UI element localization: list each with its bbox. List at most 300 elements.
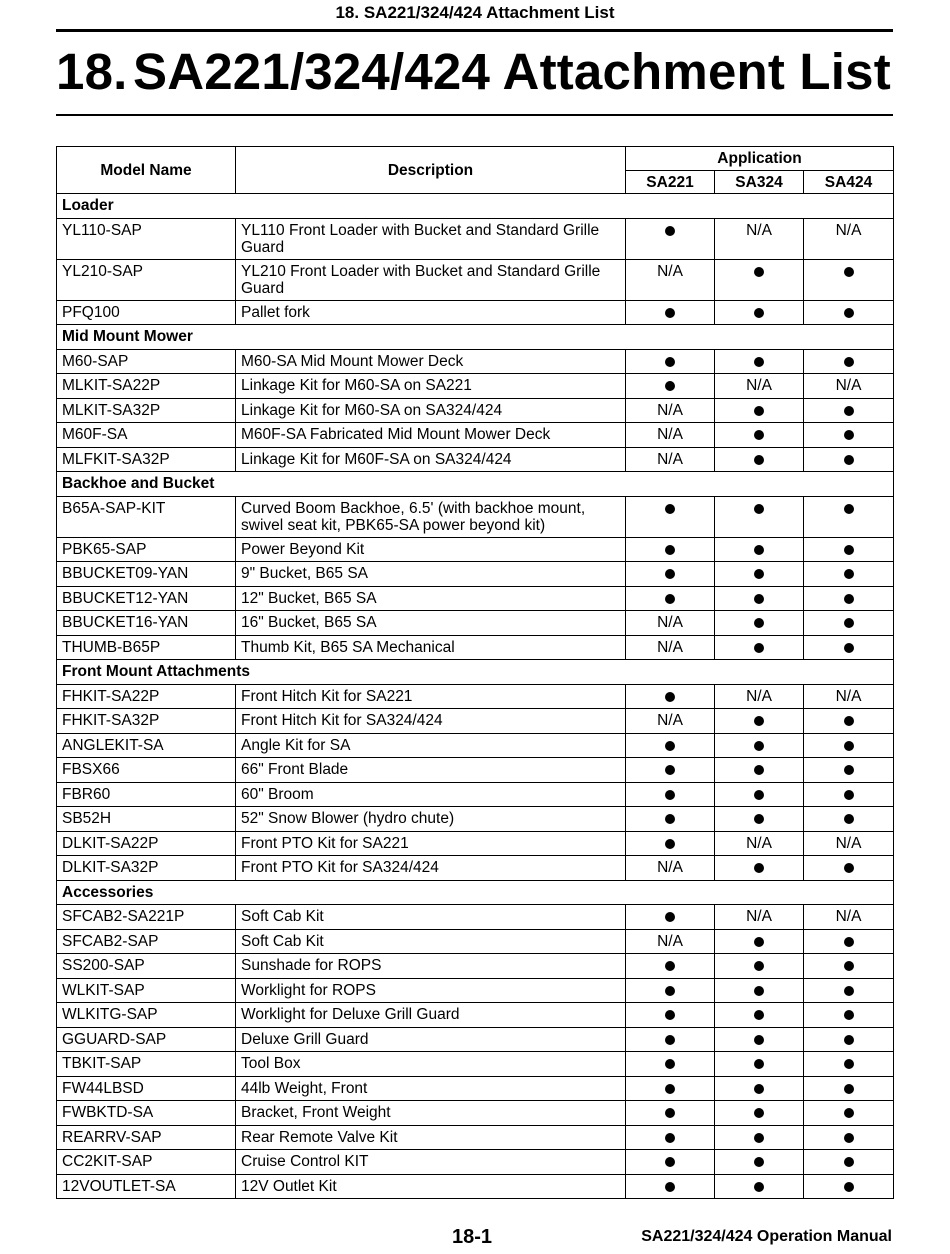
model-name-cell: TBKIT-SAP xyxy=(57,1052,236,1077)
applicable-dot-icon xyxy=(844,1084,854,1094)
applicable-dot-icon xyxy=(665,226,675,236)
applicable-dot-icon xyxy=(665,692,675,702)
applicable-dot-icon xyxy=(754,1084,764,1094)
table-row xyxy=(57,300,894,325)
table-row xyxy=(57,978,894,1003)
application-cell-sa324 xyxy=(715,1052,804,1077)
application-cell-sa324 xyxy=(715,1027,804,1052)
model-name-cell: FHKIT-SA32P xyxy=(57,709,236,734)
description-cell: 52" Snow Blower (hydro chute) xyxy=(236,807,626,832)
application-cell-sa221 xyxy=(626,1125,715,1150)
application-cell-sa221 xyxy=(626,684,715,709)
applicable-dot-icon xyxy=(844,1182,854,1192)
applicable-dot-icon xyxy=(754,594,764,604)
application-cell-sa324 xyxy=(715,758,804,783)
description-cell: YL110 Front Loader with Bucket and Standard Grille Guard xyxy=(236,218,626,259)
applicable-dot-icon xyxy=(665,545,675,555)
applicable-dot-icon xyxy=(665,308,675,318)
table-row xyxy=(57,929,894,954)
applicable-dot-icon xyxy=(844,430,854,440)
application-cell-sa221 xyxy=(626,954,715,979)
section-row xyxy=(57,325,894,350)
title-rule xyxy=(56,114,893,116)
model-name-cell: FW44LBSD xyxy=(57,1076,236,1101)
model-name-cell: FHKIT-SA22P xyxy=(57,684,236,709)
application-cell-sa221: N/A xyxy=(626,398,715,423)
application-cell-sa324 xyxy=(715,1125,804,1150)
applicable-dot-icon xyxy=(844,1133,854,1143)
page-number: 18-1 xyxy=(452,1226,493,1248)
application-cell-sa324 xyxy=(715,1150,804,1175)
applicable-dot-icon xyxy=(844,455,854,465)
table-row xyxy=(57,1052,894,1077)
model-name-cell: YL110-SAP xyxy=(57,218,236,259)
applicable-dot-icon xyxy=(844,406,854,416)
col-header-description: Description xyxy=(236,147,626,194)
application-cell-sa324 xyxy=(715,1101,804,1126)
col-header-model: Model Name xyxy=(57,147,236,194)
application-cell-sa424 xyxy=(804,349,894,374)
application-cell-sa424 xyxy=(804,1052,894,1077)
applicable-dot-icon xyxy=(844,643,854,653)
applicable-dot-icon xyxy=(844,986,854,996)
applicable-dot-icon xyxy=(754,643,764,653)
table-row xyxy=(57,831,894,856)
applicable-dot-icon xyxy=(754,765,764,775)
section-number: 18. xyxy=(56,43,128,100)
applicable-dot-icon xyxy=(844,545,854,555)
application-cell-sa424 xyxy=(804,1101,894,1126)
applicable-dot-icon xyxy=(754,267,764,277)
model-name-cell: SB52H xyxy=(57,807,236,832)
applicable-dot-icon xyxy=(754,545,764,555)
description-cell: Linkage Kit for M60F-SA on SA324/424 xyxy=(236,447,626,472)
section-heading: Mid Mount Mower xyxy=(57,325,894,350)
application-cell-sa221 xyxy=(626,537,715,562)
section-heading: Front Mount Attachments xyxy=(57,660,894,685)
model-name-cell: PBK65-SAP xyxy=(57,537,236,562)
header-rule xyxy=(56,29,893,32)
applicable-dot-icon xyxy=(844,1035,854,1045)
applicable-dot-icon xyxy=(665,839,675,849)
description-cell: Front PTO Kit for SA221 xyxy=(236,831,626,856)
application-cell-sa424: N/A xyxy=(804,831,894,856)
description-cell: Rear Remote Valve Kit xyxy=(236,1125,626,1150)
table-row xyxy=(57,586,894,611)
applicable-dot-icon xyxy=(844,741,854,751)
application-cell-sa324: N/A xyxy=(715,218,804,259)
application-cell-sa424 xyxy=(804,1027,894,1052)
applicable-dot-icon xyxy=(665,765,675,775)
applicable-dot-icon xyxy=(665,381,675,391)
application-cell-sa424 xyxy=(804,259,894,300)
application-cell-sa324 xyxy=(715,635,804,660)
applicable-dot-icon xyxy=(754,1059,764,1069)
col-header-application: Application xyxy=(626,147,894,171)
model-name-cell: BBUCKET12-YAN xyxy=(57,586,236,611)
applicable-dot-icon xyxy=(844,716,854,726)
application-cell-sa424 xyxy=(804,1174,894,1199)
table-row xyxy=(57,954,894,979)
applicable-dot-icon xyxy=(754,569,764,579)
applicable-dot-icon xyxy=(844,863,854,873)
application-cell-sa424: N/A xyxy=(804,218,894,259)
application-cell-sa324 xyxy=(715,1076,804,1101)
applicable-dot-icon xyxy=(665,504,675,514)
model-name-cell: DLKIT-SA32P xyxy=(57,856,236,881)
table-row xyxy=(57,684,894,709)
section-title: SA221/324/424 Attachment List xyxy=(133,43,891,100)
table-row xyxy=(57,709,894,734)
application-cell-sa424 xyxy=(804,447,894,472)
applicable-dot-icon xyxy=(844,504,854,514)
model-name-cell: CC2KIT-SAP xyxy=(57,1150,236,1175)
description-cell: Pallet fork xyxy=(236,300,626,325)
application-cell-sa324 xyxy=(715,537,804,562)
application-cell-sa424 xyxy=(804,807,894,832)
description-cell: 66" Front Blade xyxy=(236,758,626,783)
section-row xyxy=(57,194,894,219)
application-cell-sa324 xyxy=(715,447,804,472)
col-header-sa324: SA324 xyxy=(715,171,804,194)
applicable-dot-icon xyxy=(754,986,764,996)
table-row xyxy=(57,1003,894,1028)
application-cell-sa221 xyxy=(626,733,715,758)
applicable-dot-icon xyxy=(754,357,764,367)
application-cell-sa221 xyxy=(626,978,715,1003)
applicable-dot-icon xyxy=(754,1108,764,1118)
section-row xyxy=(57,660,894,685)
applicable-dot-icon xyxy=(754,961,764,971)
applicable-dot-icon xyxy=(665,961,675,971)
application-cell-sa221 xyxy=(626,1003,715,1028)
application-cell-sa324 xyxy=(715,733,804,758)
applicable-dot-icon xyxy=(754,618,764,628)
page-title xyxy=(56,42,891,102)
application-cell-sa324 xyxy=(715,782,804,807)
applicable-dot-icon xyxy=(665,1157,675,1167)
application-cell-sa324 xyxy=(715,496,804,537)
description-cell: Curved Boom Backhoe, 6.5' (with backhoe mount, swivel seat kit, PBK65-SA power beyond kit) xyxy=(236,496,626,537)
application-cell-sa324 xyxy=(715,709,804,734)
application-cell-sa324 xyxy=(715,1174,804,1199)
table-row xyxy=(57,496,894,537)
applicable-dot-icon xyxy=(844,961,854,971)
application-cell-sa324: N/A xyxy=(715,684,804,709)
applicable-dot-icon xyxy=(754,1157,764,1167)
model-name-cell: PFQ100 xyxy=(57,300,236,325)
application-cell-sa424 xyxy=(804,1150,894,1175)
table-row xyxy=(57,758,894,783)
application-cell-sa424 xyxy=(804,1003,894,1028)
application-cell-sa424 xyxy=(804,537,894,562)
application-cell-sa221 xyxy=(626,1174,715,1199)
description-cell: Bracket, Front Weight xyxy=(236,1101,626,1126)
applicable-dot-icon xyxy=(844,308,854,318)
applicable-dot-icon xyxy=(754,455,764,465)
model-name-cell: REARRV-SAP xyxy=(57,1125,236,1150)
applicable-dot-icon xyxy=(754,1133,764,1143)
model-name-cell: FBSX66 xyxy=(57,758,236,783)
application-cell-sa221: N/A xyxy=(626,635,715,660)
applicable-dot-icon xyxy=(754,863,764,873)
model-name-cell: FWBKTD-SA xyxy=(57,1101,236,1126)
application-cell-sa324 xyxy=(715,349,804,374)
model-name-cell: GGUARD-SAP xyxy=(57,1027,236,1052)
applicable-dot-icon xyxy=(844,1059,854,1069)
applicable-dot-icon xyxy=(844,267,854,277)
description-cell: Angle Kit for SA xyxy=(236,733,626,758)
model-name-cell: 12VOUTLET-SA xyxy=(57,1174,236,1199)
table-row xyxy=(57,905,894,930)
section-heading: Loader xyxy=(57,194,894,219)
model-name-cell: BBUCKET16-YAN xyxy=(57,611,236,636)
section-row xyxy=(57,880,894,905)
applicable-dot-icon xyxy=(665,1059,675,1069)
description-cell: Worklight for Deluxe Grill Guard xyxy=(236,1003,626,1028)
application-cell-sa221 xyxy=(626,758,715,783)
table-row xyxy=(57,1027,894,1052)
application-cell-sa324 xyxy=(715,856,804,881)
application-cell-sa424 xyxy=(804,586,894,611)
description-cell: Sunshade for ROPS xyxy=(236,954,626,979)
applicable-dot-icon xyxy=(665,357,675,367)
table-row xyxy=(57,349,894,374)
application-cell-sa324: N/A xyxy=(715,374,804,399)
application-cell-sa221 xyxy=(626,831,715,856)
applicable-dot-icon xyxy=(754,790,764,800)
applicable-dot-icon xyxy=(754,504,764,514)
application-cell-sa221: N/A xyxy=(626,709,715,734)
applicable-dot-icon xyxy=(754,937,764,947)
table-row xyxy=(57,611,894,636)
description-cell: Front PTO Kit for SA324/424 xyxy=(236,856,626,881)
table-row xyxy=(57,733,894,758)
application-cell-sa424: N/A xyxy=(804,905,894,930)
model-name-cell: ANGLEKIT-SA xyxy=(57,733,236,758)
application-cell-sa424 xyxy=(804,856,894,881)
applicable-dot-icon xyxy=(844,814,854,824)
application-cell-sa424 xyxy=(804,709,894,734)
application-cell-sa324 xyxy=(715,807,804,832)
model-name-cell: MLKIT-SA22P xyxy=(57,374,236,399)
table-row xyxy=(57,374,894,399)
application-cell-sa424 xyxy=(804,733,894,758)
model-name-cell: B65A-SAP-KIT xyxy=(57,496,236,537)
table-row xyxy=(57,1076,894,1101)
running-header: 18. SA221/324/424 Attachment List xyxy=(335,3,615,22)
description-cell: Worklight for ROPS xyxy=(236,978,626,1003)
application-cell-sa221 xyxy=(626,782,715,807)
application-cell-sa221 xyxy=(626,496,715,537)
model-name-cell: MLFKIT-SA32P xyxy=(57,447,236,472)
application-cell-sa221 xyxy=(626,374,715,399)
application-cell-sa324 xyxy=(715,586,804,611)
application-cell-sa221 xyxy=(626,218,715,259)
description-cell: Linkage Kit for M60-SA on SA221 xyxy=(236,374,626,399)
applicable-dot-icon xyxy=(665,1084,675,1094)
applicable-dot-icon xyxy=(665,1010,675,1020)
table-row xyxy=(57,259,894,300)
application-cell-sa221: N/A xyxy=(626,856,715,881)
model-name-cell: MLKIT-SA32P xyxy=(57,398,236,423)
model-name-cell: THUMB-B65P xyxy=(57,635,236,660)
description-cell: 16" Bucket, B65 SA xyxy=(236,611,626,636)
model-name-cell: M60-SAP xyxy=(57,349,236,374)
model-name-cell: BBUCKET09-YAN xyxy=(57,562,236,587)
applicable-dot-icon xyxy=(844,937,854,947)
model-name-cell: FBR60 xyxy=(57,782,236,807)
application-cell-sa424 xyxy=(804,954,894,979)
table-row xyxy=(57,635,894,660)
table-row xyxy=(57,782,894,807)
application-cell-sa324 xyxy=(715,300,804,325)
applicable-dot-icon xyxy=(665,1108,675,1118)
model-name-cell: WLKIT-SAP xyxy=(57,978,236,1003)
model-name-cell: WLKITG-SAP xyxy=(57,1003,236,1028)
description-cell: Linkage Kit for M60-SA on SA324/424 xyxy=(236,398,626,423)
table-row xyxy=(57,537,894,562)
description-cell: Thumb Kit, B65 SA Mechanical xyxy=(236,635,626,660)
application-cell-sa221: N/A xyxy=(626,611,715,636)
applicable-dot-icon xyxy=(665,986,675,996)
applicable-dot-icon xyxy=(844,594,854,604)
applicable-dot-icon xyxy=(754,716,764,726)
description-cell: Soft Cab Kit xyxy=(236,905,626,930)
application-cell-sa221 xyxy=(626,1052,715,1077)
table-row xyxy=(57,562,894,587)
applicable-dot-icon xyxy=(665,814,675,824)
table-row xyxy=(57,807,894,832)
application-cell-sa324: N/A xyxy=(715,905,804,930)
application-cell-sa221 xyxy=(626,1027,715,1052)
applicable-dot-icon xyxy=(665,912,675,922)
application-cell-sa424 xyxy=(804,1125,894,1150)
applicable-dot-icon xyxy=(665,1182,675,1192)
table-row xyxy=(57,218,894,259)
description-cell: YL210 Front Loader with Bucket and Standard Grille Guard xyxy=(236,259,626,300)
application-cell-sa424 xyxy=(804,496,894,537)
application-cell-sa221 xyxy=(626,1150,715,1175)
application-cell-sa424 xyxy=(804,978,894,1003)
application-cell-sa221 xyxy=(626,1101,715,1126)
table-body xyxy=(57,194,894,1199)
applicable-dot-icon xyxy=(844,790,854,800)
description-cell: M60-SA Mid Mount Mower Deck xyxy=(236,349,626,374)
applicable-dot-icon xyxy=(754,741,764,751)
section-row xyxy=(57,472,894,497)
application-cell-sa221 xyxy=(626,807,715,832)
table-row xyxy=(57,423,894,448)
applicable-dot-icon xyxy=(754,1182,764,1192)
applicable-dot-icon xyxy=(665,741,675,751)
manual-title: SA221/324/424 Operation Manual xyxy=(641,1228,892,1245)
applicable-dot-icon xyxy=(665,1035,675,1045)
col-header-sa424: SA424 xyxy=(804,171,894,194)
application-cell-sa221 xyxy=(626,1076,715,1101)
application-cell-sa424 xyxy=(804,1076,894,1101)
table-row xyxy=(57,1174,894,1199)
application-cell-sa424 xyxy=(804,562,894,587)
col-header-sa221: SA221 xyxy=(626,171,715,194)
applicable-dot-icon xyxy=(754,406,764,416)
application-cell-sa324 xyxy=(715,423,804,448)
model-name-cell: SFCAB2-SA221P xyxy=(57,905,236,930)
application-cell-sa324 xyxy=(715,978,804,1003)
table-row xyxy=(57,856,894,881)
description-cell: Power Beyond Kit xyxy=(236,537,626,562)
application-cell-sa221 xyxy=(626,586,715,611)
model-name-cell: DLKIT-SA22P xyxy=(57,831,236,856)
application-cell-sa221 xyxy=(626,349,715,374)
table-row xyxy=(57,1101,894,1126)
application-cell-sa424 xyxy=(804,423,894,448)
applicable-dot-icon xyxy=(665,1133,675,1143)
section-heading: Accessories xyxy=(57,880,894,905)
description-cell: 60" Broom xyxy=(236,782,626,807)
description-cell: Soft Cab Kit xyxy=(236,929,626,954)
applicable-dot-icon xyxy=(754,308,764,318)
description-cell: 12" Bucket, B65 SA xyxy=(236,586,626,611)
application-cell-sa424 xyxy=(804,929,894,954)
description-cell: Tool Box xyxy=(236,1052,626,1077)
application-cell-sa324 xyxy=(715,259,804,300)
description-cell: 12V Outlet Kit xyxy=(236,1174,626,1199)
application-cell-sa424 xyxy=(804,398,894,423)
application-cell-sa221: N/A xyxy=(626,447,715,472)
application-cell-sa324 xyxy=(715,562,804,587)
applicable-dot-icon xyxy=(844,569,854,579)
description-cell: Front Hitch Kit for SA324/424 xyxy=(236,709,626,734)
applicable-dot-icon xyxy=(844,1157,854,1167)
application-cell-sa324 xyxy=(715,398,804,423)
table-row xyxy=(57,447,894,472)
application-cell-sa221: N/A xyxy=(626,259,715,300)
model-name-cell: SS200-SAP xyxy=(57,954,236,979)
description-cell: Deluxe Grill Guard xyxy=(236,1027,626,1052)
table-row xyxy=(57,398,894,423)
model-name-cell: SFCAB2-SAP xyxy=(57,929,236,954)
applicable-dot-icon xyxy=(665,569,675,579)
attachment-table xyxy=(56,146,894,1199)
description-cell: M60F-SA Fabricated Mid Mount Mower Deck xyxy=(236,423,626,448)
description-cell: 44lb Weight, Front xyxy=(236,1076,626,1101)
description-cell: Front Hitch Kit for SA221 xyxy=(236,684,626,709)
section-heading: Backhoe and Bucket xyxy=(57,472,894,497)
application-cell-sa424 xyxy=(804,782,894,807)
applicable-dot-icon xyxy=(844,1010,854,1020)
table-row xyxy=(57,1150,894,1175)
application-cell-sa221 xyxy=(626,562,715,587)
model-name-cell: YL210-SAP xyxy=(57,259,236,300)
applicable-dot-icon xyxy=(754,814,764,824)
application-cell-sa424 xyxy=(804,611,894,636)
applicable-dot-icon xyxy=(844,765,854,775)
applicable-dot-icon xyxy=(844,1108,854,1118)
description-cell: Cruise Control KIT xyxy=(236,1150,626,1175)
application-cell-sa424: N/A xyxy=(804,374,894,399)
model-name-cell: M60F-SA xyxy=(57,423,236,448)
application-cell-sa424 xyxy=(804,635,894,660)
applicable-dot-icon xyxy=(754,1010,764,1020)
application-cell-sa424: N/A xyxy=(804,684,894,709)
application-cell-sa221: N/A xyxy=(626,423,715,448)
applicable-dot-icon xyxy=(665,594,675,604)
description-cell: 9" Bucket, B65 SA xyxy=(236,562,626,587)
applicable-dot-icon xyxy=(754,430,764,440)
applicable-dot-icon xyxy=(754,1035,764,1045)
applicable-dot-icon xyxy=(665,790,675,800)
